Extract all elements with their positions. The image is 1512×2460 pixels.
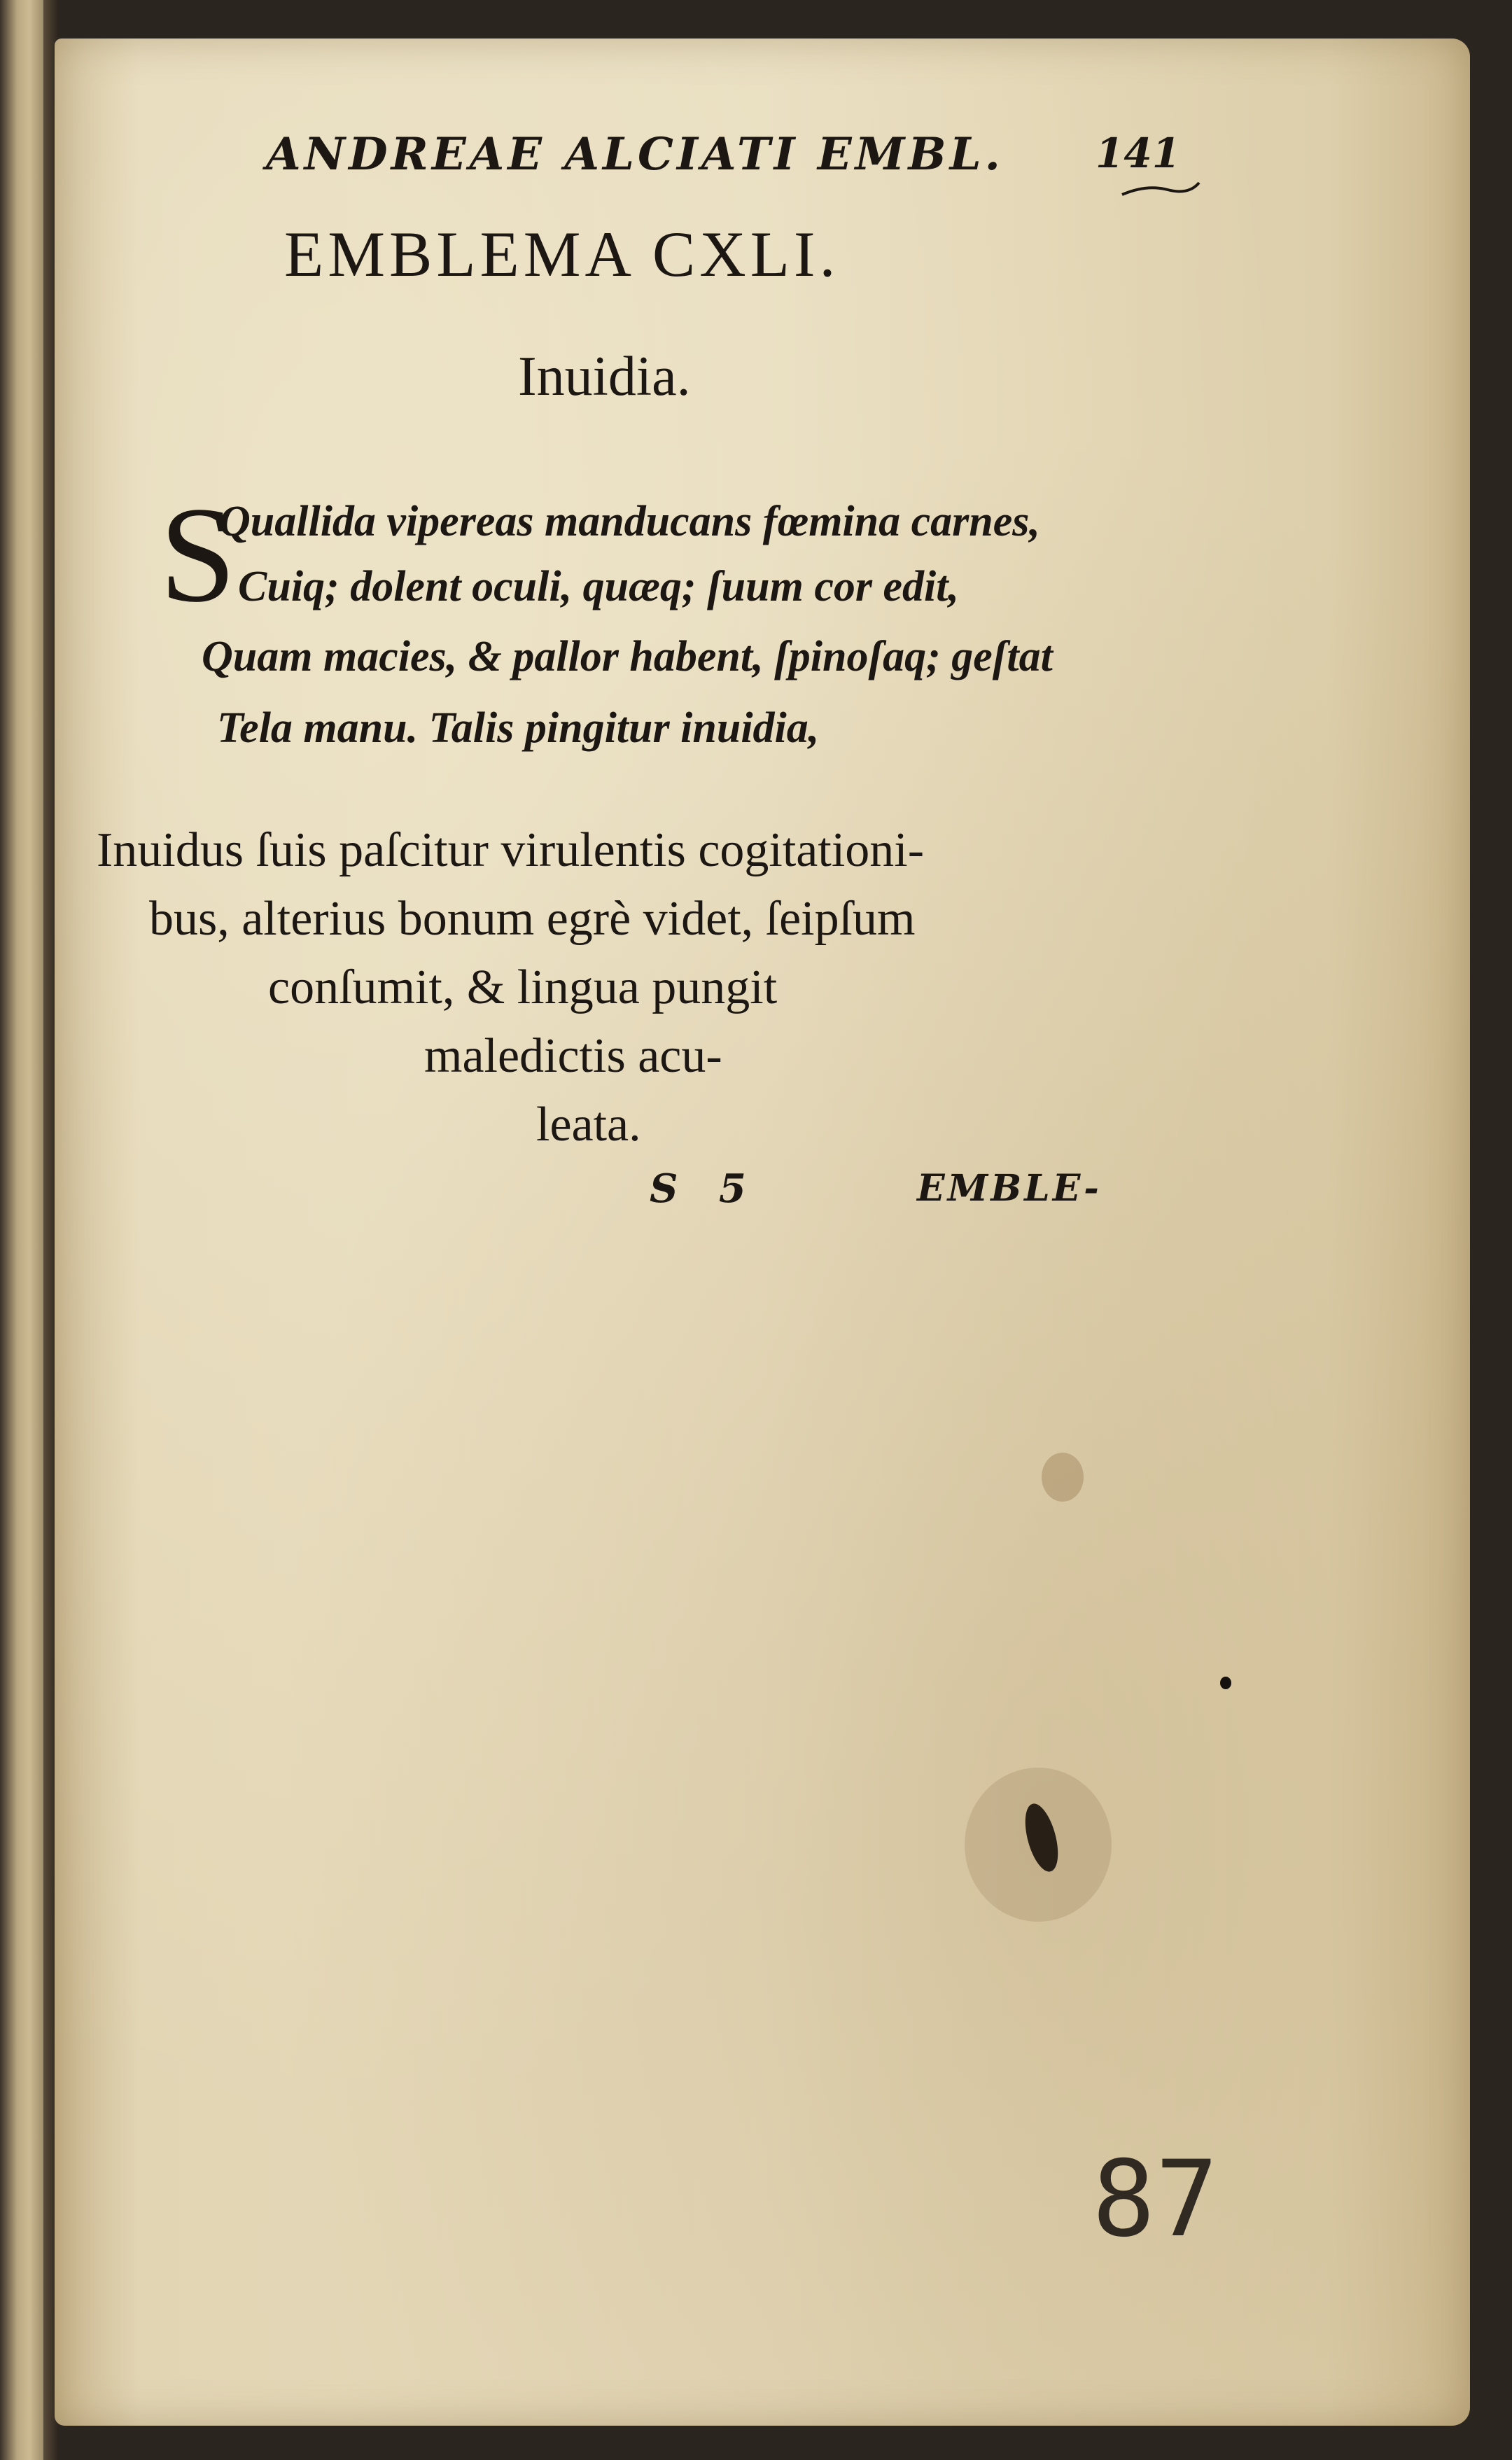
page-number: 141 [1096,130,1181,177]
commentary-line-4: maledictis acu- [424,1029,722,1083]
commentary-line-3: conſumit, & lingua pungit [268,960,778,1014]
book-page [55,39,1470,2426]
library-stamp-number: 87 [1092,2139,1219,2260]
running-head-title: ANDREAE ALCIATI EMBL. [266,128,1004,181]
commentary-line-5: leata. [536,1098,641,1152]
folio-underline-mark [1119,177,1203,205]
commentary-line-2: bus, alterius bonum egrè videt, ſeipſum [149,892,916,946]
stain-spot [1042,1453,1084,1502]
verse-line-3: Quam macies, & pallor habent, ſpinoſaq; geſtat [202,633,1053,680]
catchword: EMBLE- [917,1167,1102,1210]
verse-line-1: Quallida vipereas manducans fœmina carnes, [219,498,1040,545]
drop-cap-initial: S [160,479,237,631]
commentary-line-1: Inuidus ſuis paſcitur virulentis cogitationi- [97,823,925,877]
adjacent-leaf-edge [0,0,49,2460]
verse-line-2: Cuiq; dolent oculi, quæq; ſuum cor edit, [238,563,959,610]
signature-mark: S 5 [650,1166,746,1212]
emblem-title: EMBLEMA CXLI. [284,218,840,290]
verse-line-4: Tela manu. Talis pingitur inuidia, [217,704,820,752]
stain-spot-large [965,1768,1112,1922]
emblem-motto: Inuidia. [518,346,691,407]
ink-speck [1220,1677,1231,1689]
